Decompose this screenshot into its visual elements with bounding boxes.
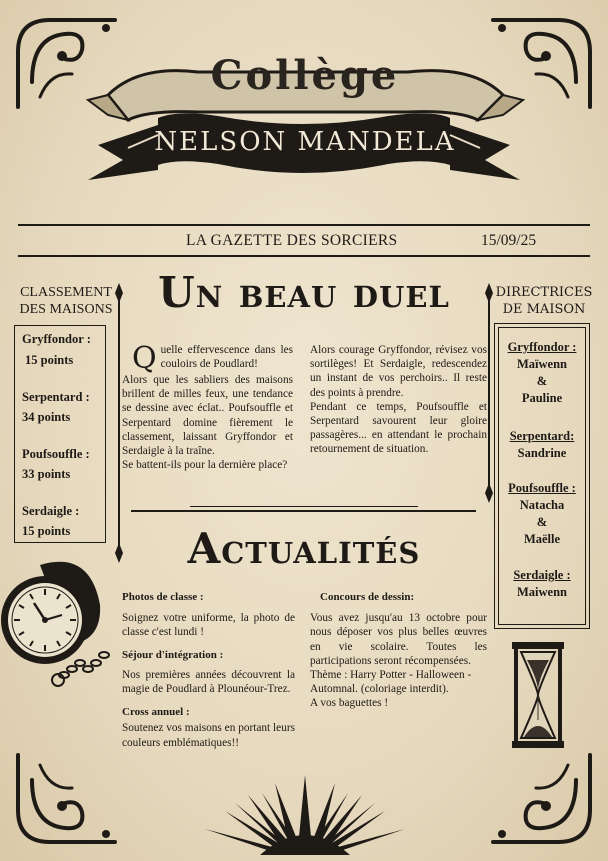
ranking-item: Serpentard : 34 points — [22, 390, 90, 424]
drop-cap: Q — [132, 341, 157, 376]
director-entry: Gryffondor : Maïwenn & Pauline — [507, 340, 577, 405]
masthead-rule-top — [18, 224, 590, 226]
masthead-rule-bottom — [18, 255, 590, 257]
duel-column-2: Alors courage Gryffondor, révisez vos sortilèges! Et Serdaigle, redescendez un instant de vos perchoirs.. Il reste des points à prendre. Pendant ce temps, Poufsouffle et Serpentard savourent leur gloire passagères... en attendant le prochain retournement de situation. — [310, 344, 487, 456]
news-right-column: Concours de dessin: Vous avez jusqu'au 13 octobre pour nous déposer vos plus belles œuvres en vie scolaire. Toutes les participations seront récompensées. Thème : Harry Potter - Halloween - Automnal. (coloriage interdit). A vos baguettes ! — [310, 591, 487, 710]
ranking-item: Poufsouffle : 33 points — [22, 447, 90, 481]
news-left-column: Photos de classe : Soignez votre uniforme, la photo de classe c'est lundi ! Séjour d'intégration : Nos premières années découvrent la magie de Poudlard à Plounéour-Trez. Cross annuel : Soutenez vos maisons en portant leurs couleurs emblématiques!! — [122, 591, 295, 749]
college-title: Collège — [210, 52, 400, 99]
duel-column-1: Q uelle effervescence dans les couloirs de Poudlard! Alors que les sabliers des maisons brillent de milles feux, une tendance se dessine avec éclat.. Poufsouffle et Serpentard domine fièrement le classement, laissant Gryffondor et Serdaigle à la traîne. Se battent-ils pour la dernière place? — [122, 341, 293, 472]
ranking-item: Serdaigle : 15 points — [22, 504, 80, 538]
directors-box — [494, 323, 590, 629]
corner-ornament-icon — [10, 750, 120, 850]
directors-title: DIRECTRICES DE MAISON — [495, 285, 593, 317]
director-entry: Serpentard: Sandrine — [509, 429, 575, 460]
director-entry: Serdaigle : Maiwenn — [513, 568, 571, 599]
duel-title: Un beau duel — [158, 268, 450, 317]
news-title: Actualités — [187, 524, 421, 573]
hourglass-icon — [510, 640, 566, 750]
gazette-name: LA GAZETTE DES SORCIERS — [186, 232, 398, 249]
corner-ornament-icon — [488, 750, 598, 850]
director-entry: Poufsouffle : Natacha & Maëlle — [508, 481, 576, 546]
pocket-watch-icon — [0, 545, 118, 690]
ranking-item: Gryffondor : 15 points — [22, 332, 91, 367]
sunburst-icon — [190, 775, 420, 855]
ranking-title: CLASSEMENT DES MAISONS — [19, 285, 113, 317]
ranking-box — [14, 325, 106, 543]
issue-date: 15/09/25 — [481, 232, 537, 249]
school-name: NELSON MANDELA — [154, 127, 456, 157]
section-separator — [131, 510, 476, 512]
section-separator-accent — [190, 506, 418, 507]
